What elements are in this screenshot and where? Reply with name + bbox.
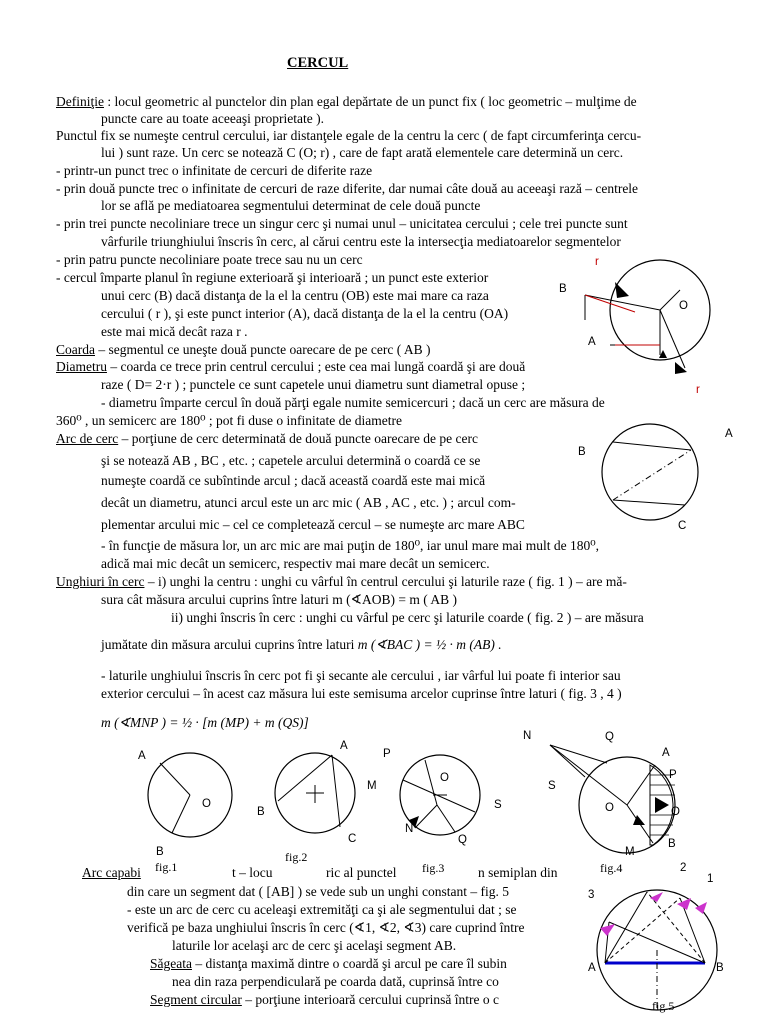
label-r-bottom: r [696, 384, 700, 396]
text-line [150, 991, 499, 1008]
figure-5-arc-capabil [595, 870, 735, 1020]
label-fig1-a: A [138, 750, 146, 762]
text-line: - este un arc de cerc cu aceleaşi extremităţi ca şi ale segmentului dat ; se [127, 902, 517, 917]
label-fig4-a: A [662, 747, 670, 759]
text-span: : locul geometric al punctelor din plan egal depărtate de un punct fix ( loc geometric – mulţime de [103, 94, 637, 109]
figure-4-exterior-vertex [545, 735, 695, 855]
label-a: A [588, 336, 596, 348]
text-line: sura cât măsura arcului cuprins între laturi m (∢AOB) = m ( AB ) [101, 592, 457, 607]
figure-1-central-angle [140, 745, 240, 845]
text-span: – porţiune de cerc determinată de două puncte oarecare de pe cerc [118, 431, 478, 446]
term-unghiuri-in-cerc: Unghiuri în cerc [56, 574, 145, 589]
text-line: numeşte coardă ce subîntinde arcul ; dacă această coardă este mai mică [101, 473, 486, 488]
caption-fig4: fig.4 [600, 861, 623, 875]
label-arc-c: C [678, 520, 687, 532]
label-arc-a: A [725, 428, 733, 440]
label-fig4-m: M [625, 846, 635, 858]
text-span: jumătate din măsura arcului cuprins între laturi [101, 637, 358, 652]
term-arc-capabil: Arc capabi [82, 865, 141, 880]
text-line: - printr-un punct trec o infinitate de cercuri de diferite raze [56, 163, 373, 178]
text-line: t – locu [232, 865, 273, 880]
text-line: plementar arcului mic – cel ce completează cercul – se numeşte arc mare ABC [101, 517, 525, 532]
formula: m (∢BAC ) = ½ · m (AB) . [357, 637, 502, 652]
term-segment-circular: Segment circular [150, 992, 242, 1007]
page-title: CERCUL [287, 55, 349, 71]
term-definitie: Definiţie [56, 94, 104, 109]
text-span: – porţiune interioară cercului cuprinsă între o c [241, 992, 499, 1007]
label-fig4-q: Q [605, 731, 614, 743]
term-diametru: Diametru [56, 359, 107, 374]
text-line: din care un segment dat ( [AB] ) se vede sub un unghi constant – fig. 5 [127, 884, 510, 899]
label-fig5-2: 2 [680, 862, 687, 874]
text-line: ric al punctel [326, 865, 397, 880]
text-line: lui ) sunt raze. Un cerc se notează C (O; r) , care de fapt arată elementele care determină un cerc. [101, 145, 624, 160]
text-span: – coarda ce trece prin centrul cercului ; este cea mai lungă coardă şi are două [106, 359, 526, 374]
text-span: – segmentul ce uneşte două puncte oarecare de pe cerc ( AB ) [94, 342, 431, 357]
caption-fig2: fig.2 [285, 850, 308, 864]
text-line: - laturile unghiului înscris în cerc pot fi şi secante ale cercului , iar vârful lui poate fi interior sau [101, 668, 621, 683]
text-line: ii) unghi înscris în cerc : unghi cu vârful pe cerc şi laturile coarde ( fig. 2 ) – are măsura [171, 610, 644, 625]
figure-arc [595, 420, 705, 525]
text-line: - prin două puncte trec o infinitate de cercuri de raze diferite, dar numai câte două au aceeaşi rază – centrele [56, 181, 639, 196]
label-fig2-c: C [348, 833, 357, 845]
caption-fig1: fig.1 [155, 860, 178, 874]
term-arc-de-cerc: Arc de cerc [56, 431, 119, 446]
label-fig3-p: P [383, 748, 391, 760]
label-fig2-b: B [257, 806, 265, 818]
label-fig4-o2: O [671, 806, 680, 818]
text-line: nea din raza perpendiculară pe coarda dată, cuprinsă între co [172, 974, 499, 989]
label-fig5-3: 3 [588, 889, 595, 901]
label-fig4-b: B [668, 838, 676, 850]
text-line: şi se notează AB , BC , etc. ; capetele arcului determină o coardă ce se [101, 453, 481, 468]
text-line [56, 358, 525, 375]
text-line: - cercul împarte planul în regiune exterioară şi interioară ; un punct este exterior [56, 270, 489, 285]
label-o: O [679, 300, 688, 312]
label-fig3-q: Q [458, 834, 467, 846]
label-fig4-s: S [548, 780, 556, 792]
text-line [150, 955, 507, 972]
text-line [56, 430, 478, 447]
label-fig1-o: O [202, 798, 211, 810]
label-fig4-o: O [605, 802, 614, 814]
label-fig4-n: N [523, 730, 532, 742]
text-line: exterior cercului – în acest caz măsura lui este semisuma arcelor cuprinse între laturi ( fig. 3 , 4 ) [101, 686, 622, 701]
text-line [56, 573, 627, 590]
text-line [56, 341, 430, 358]
label-arc-b: B [578, 446, 586, 458]
text-line: lor se află pe mediatoarea segmentului determinat de cele două puncte [101, 198, 481, 213]
text-span: – i) unghi la centru : unghi cu vârful în centrul cercului şi laturile raze ( fig. 1 ) – are mă- [144, 574, 627, 589]
text-line [56, 93, 637, 110]
text-line: - în funcţie de măsura lor, un arc mic are mai puţin de 180⁰, iar unul mare mai mult de 180⁰, [101, 538, 600, 553]
label-r-top: r [595, 256, 599, 268]
text-line: decât un diametru, atunci arcul este un arc mic ( AB , AC , etc. ) ; arcul com- [101, 495, 516, 510]
label-fig4-p: P [669, 769, 677, 781]
label-b: B [559, 283, 567, 295]
text-line: verifică pe baza unghiului înscris în cerc (∢1, ∢2, ∢3) care cuprind între [127, 920, 525, 935]
text-span: – distanţa maximă dintre o coardă şi arcul pe care îl subin [191, 956, 507, 971]
label-fig3-o: O [440, 772, 449, 784]
figure-2-inscribed-angle [270, 745, 360, 845]
text-line: cercului ( r ), şi este punct interior (A), dacă distanţa de la el la centru (OA) [101, 306, 509, 321]
label-fig3-n: N [405, 823, 414, 835]
text-line: - prin trei puncte necoliniare trece un singur cerc şi numai unul – unicitatea cercului ; cele trei puncte sunt [56, 216, 628, 231]
text-line: - prin patru puncte necoliniare poate trece sau nu un cerc [56, 252, 363, 267]
term-coarda: Coarda [56, 342, 95, 357]
text-line [101, 636, 502, 653]
text-line: vârfurile triunghiului înscris în cerc, al cărui centru este la intersecţia mediatoarelor segmentelor [101, 234, 621, 249]
figure-interior-exterior [555, 250, 755, 400]
text-line [82, 864, 141, 881]
label-fig3-s: S [494, 799, 502, 811]
label-fig3-m: M [367, 780, 377, 792]
term-sageata: Săgeata [150, 956, 192, 971]
label-fig5-b: B [716, 962, 724, 974]
text-line: laturile lor acelaşi arc de cerc şi acelaşi segment AB. [172, 938, 457, 953]
caption-fig5: fig.5 [652, 999, 675, 1013]
text-line: adică mai mic decât un semicerc, respectiv mai mare decât un semicerc. [101, 556, 490, 571]
text-line: unui cerc (B) dacă distanţa de la el la centru (OB) este mai mare ca raza [101, 288, 489, 303]
text-line: Punctul fix se numeşte centrul cercului, iar distanţele egale de la centru la cerc ( de fapt circumferinţa cercu- [56, 128, 642, 143]
text-line: este mai mică decât raza r . [101, 324, 248, 339]
label-fig5-1: 1 [707, 873, 714, 885]
formula-mnp: m (∢MNP ) = ½ · [m (MP) + m (QS)] [101, 715, 309, 730]
text-line: - diametru împarte cercul în două părţi egale numite semicercuri ; dacă un cerc are măsura de [101, 395, 605, 410]
text-line: raze ( D= 2·r ) ; punctele ce sunt capetele unui diametru sunt diametral opuse ; [101, 377, 526, 392]
text-line: 360⁰ , un semicerc are 180⁰ ; pot fi duse o infinitate de diametre [56, 413, 402, 428]
label-fig5-a: A [588, 962, 596, 974]
caption-fig3: fig.3 [422, 861, 445, 875]
label-fig2-a: A [340, 740, 348, 752]
text-line: puncte care au toate aceeaşi proprietate ). [101, 111, 324, 126]
text-line: n semiplan din [478, 865, 558, 880]
label-fig1-b: B [156, 846, 164, 858]
